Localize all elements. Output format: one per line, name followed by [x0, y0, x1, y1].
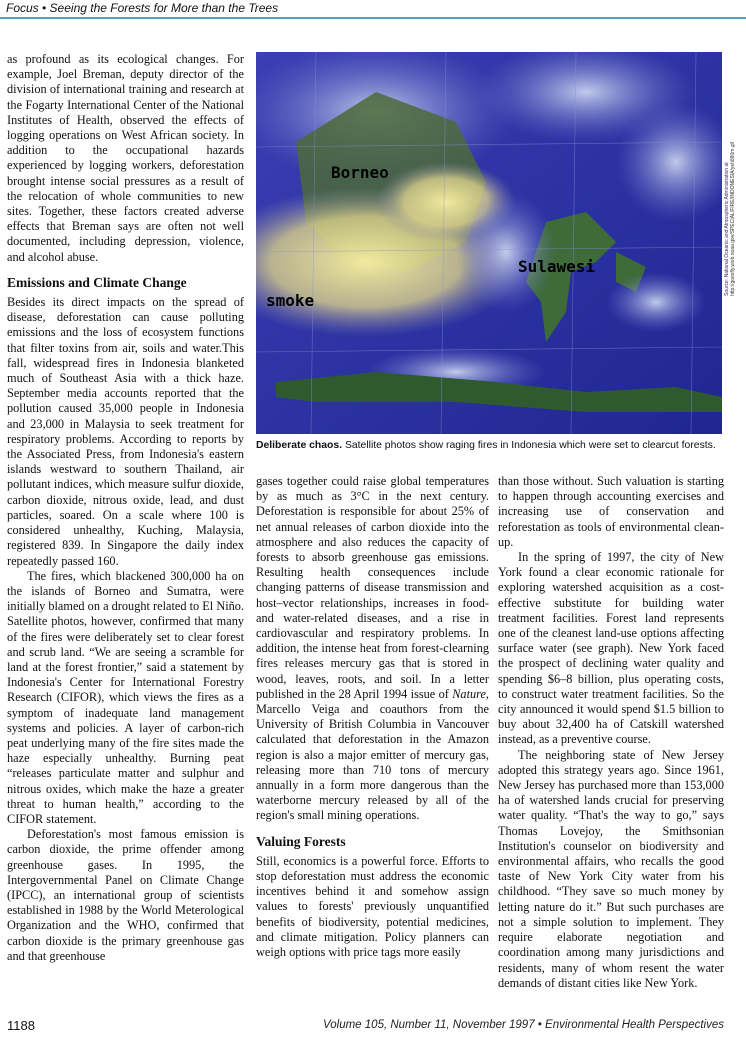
col1-paragraph-1: as profound as its ecological changes. For example, Joel Breman, deputy director of the division of international training and research at the Fogarty International Center of the National Institutes of Health, observed the effects of logging operations on West African society. In addition to the occupational hazards experienced by logging workers, deforestation brought intense social pressures as a result of the relocation of whole communities to new sites. Together, these factors created adverse effects that Breman says are often not well documented, including depression, violence, and alcohol abuse.	[7, 52, 244, 264]
col1-paragraph-4: Deforestation's most famous emission is carbon dioxide, the prime offender among greenhouse gases. In 1995, the Intergovernmental Panel on Climate Change (IPCC), an international group of scientists established in 1988 by the World Meterological Organization and the WHO, confirmed that carbon dioxide is the primary greenhouse gas and that greenhouse	[7, 827, 244, 963]
col3-paragraph-1: than those without. Such valuation is starting to happen through accounting exercises and increasing use of conservation and reforestation as tools of environmental clean-up.	[498, 474, 724, 549]
satellite-image-svg	[256, 52, 722, 434]
caption-title: Deliberate chaos.	[256, 440, 343, 451]
journal-name: Nature	[452, 686, 486, 701]
col2-text-a: gases together could raise global temperatures by as much as 3°C in the next century. Deforestation is responsible for about 25% of net annual releases of carbon dioxide into the atmosphere and also reduces the capacity of forests to absorb greenhouse gas emissions. Resulting health consequences include changing patterns of disease transmission and host–vector relationships, increases in food- and water-related diseases, and a rise in cardiovascular and respiratory problems. In addition, the intense heat from forest-clearning fires releases mercury gas that is stored in wood, leaves, roots, and soil. In a letter published in the 28 April 1994 issue of	[256, 474, 489, 701]
col3-paragraph-3: The neighboring state of New Jersey adopted this strategy years ago. Since 1961, New Jersey has purchased more than 153,000 ha of watershed lands crucial for preserving water quality. “That's the way to go,” says Thomas Lovejoy, the Smithsonian Institution's counselor on biodiversity and environmental affairs, who recalls the good taste of New York City water from his childhood. “They save so much money by letting nature do it.” But such purchases are not a simple solution to implement. They require elaborate negotiation and coordination among many jurisdictions and residents, many of whom resent the water demands of distant cities like New York.	[498, 747, 724, 990]
section-heading-emissions: Emissions and Climate Change	[7, 274, 187, 290]
label-sulawesi: Sulawesi	[518, 257, 596, 276]
figure-caption	[256, 440, 726, 451]
col2-text-b: , Marcello Veiga and coauthors from the University of British Columbia in Vancouver calculated that deforestation in the Amazon region is also a major emitter of mercury gas, releasing more than 710 tons of mercury annually in a form more dangerous than the waterborne mercury released by all of the region's small mining operations.	[256, 686, 489, 823]
col2-paragraph-2: Still, economics is a powerful force. Efforts to stop deforestation must address the economic incentives behind it and somehow assign values to forests' previously unquantified benefits of biodiversity, potential medicines, and climate mitigation. Policy planners can weigh options with price tags more easily	[256, 853, 489, 960]
section-heading-valuing: Valuing Forests	[256, 833, 346, 849]
satellite-photo	[256, 52, 722, 434]
column-2	[256, 474, 489, 960]
column-1	[7, 52, 244, 964]
col2-paragraph-1	[256, 474, 489, 824]
label-borneo: Borneo	[331, 163, 389, 182]
running-header	[0, 0, 746, 19]
col1-paragraph-2: Besides its direct impacts on the spread of disease, deforestation can cause polluting emissions and the loss of ecosystem functions that filter toxins from air, soils and water.This fall, widespread fires in Indonesia blanketed much of Southeast Asia with a thick haze. September media accounts reported that the pollution caused 35,000 people in Indonesia and 23,000 in Malaysia to seek treatment for respiratory problems. According to reports by the Associated Press, from Indonesia's eastern islands westward to southern Thailand, air pollutant indices, which measure sulfur dioxide, carbon dioxide, nitrous oxide, lead, and dust particles, soared. On a scale where 100 is considered unhealthy, Kuching, Malaysia, registered 839. In Singapore the daily index repeatedly passed 160.	[7, 295, 244, 568]
caption-text: Satellite photos show raging fires in Indonesia which were set to clearcut forests.	[342, 440, 716, 451]
col3-paragraph-2: In the spring of 1997, the city of New York found a clear economic rationale for exploring watershed acquisition as a cost-effective substitute for building water treatment facilities. Forest land represents one of the cleanest land-use options affecting surface water (see graph). New York faced the prospect of declining water quality and spending $6–8 billion, plus operating costs, to construct water treatment facilities. So the city announced it would spend $1.5 billion to buy about 32,400 ha of Catskill watershed instead, as a preventive course.	[498, 550, 724, 747]
label-smoke: smoke	[266, 291, 315, 310]
col1-paragraph-3: The fires, which blackened 300,000 ha on the islands of Borneo and Sumatra, were initially blamed on a drought related to El Niño. Satellite photos, however, confirmed that many of the fires were deliberately set to clear forest and scrub land. “We are seeing a scramble for land at the forest frontier,” said a statement by Indonesia's Center for International Forestry Research (CIFOR), which views the fires as a symptom of inadequate land management systems and policies. A layer of carbon-rich peat underlying many of the fire sites made the haze especially unhealthy. Burning peat “releases particulate matter and sulphur and nitrous oxides, which make the haze a greater threat to human health,” according to the CIFOR statement.	[7, 568, 244, 826]
journal-footer: Volume 105, Number 11, November 1997 • Environmental Health Perspectives	[323, 1019, 724, 1031]
header-title: Focus • Seeing the Forests for More than the Trees	[6, 1, 279, 15]
image-credit: Source: National Oceanic and Atmospheric Administration at http://goesfly.wwb.noaa.gov/SPECIAL/FIRE/INDONESIA/yeh880m.gif	[724, 141, 736, 296]
column-3	[498, 474, 724, 991]
page-number: 1188	[7, 1018, 35, 1033]
